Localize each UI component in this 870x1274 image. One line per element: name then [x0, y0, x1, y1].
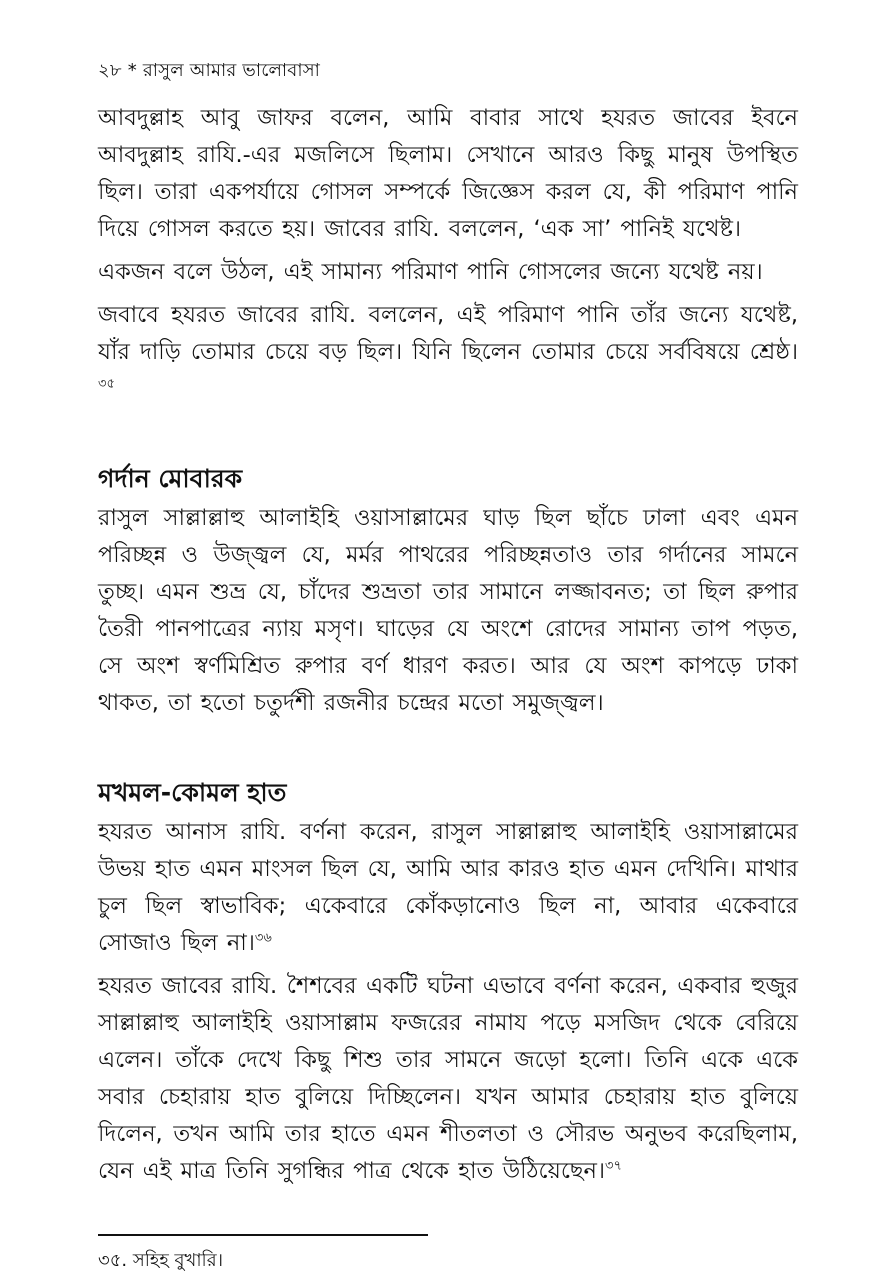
paragraph [98, 100, 798, 248]
paragraph-text: একজন বলে উঠল, এই সামান্য পরিমাণ পানি গোসলের জন্যে যথেষ্ট নয়। [98, 259, 763, 285]
section-heading: মখমল-কোমল হাত [98, 778, 287, 807]
book-page [98, 58, 798, 1274]
footnote-divider [98, 1234, 428, 1236]
paragraph [98, 297, 798, 408]
paragraph-text: রাসুল সাল্লাল্লাহু আলাইহি ওয়াসাল্লামের ঘাড় ছিল ছাঁচে ঢালা এবং এমন পরিচ্ছন্ন ও উজ্জ্বল যে, মর্মর পাথরের পরিচ্ছন্নতাও তার গর্দানের সামনে তুচ্ছ। এমন শুভ্র যে, চাঁদের শুভ্রতা তার সামানে লজ্জাবনত; তা ছিল রুপার তৈরী পানপাত্রের ন্যায় মসৃণ। ঘাড়ের যে অংশে রোদের সামান্য তাপ পড়ত, সে অংশ স্বর্ণমিশ্রিত রুপার বর্ণ ধারণ করত। আর যে অংশ কাপড়ে ঢাকা থাকত, তা হতো চতুর্দশী রজনীর চন্দ্রের মতো সমুজ্জ্বল। [98, 505, 798, 716]
running-head: ২৮ * রাসুল আমার ভালোবাসা [98, 60, 321, 81]
paragraph-text: হযরত আনাস রাযি. বর্ণনা করেন, রাসুল সাল্লাল্লাহু আলাইহি ওয়াসাল্লামের উভয় হাত এমন মাংসল ছিল যে, আমি আর কারও হাত এমন দেখিনি। মাথার চুল ছিল স্বাভাবিক; একেবারে কোঁকড়ানোও ছিল না, আবার একেবারে সোজাও ছিল না। [98, 819, 798, 956]
paragraph [98, 968, 798, 1190]
paragraph-text: হযরত জাবের রাযি. শৈশবের একটি ঘটনা এভাবে বর্ণনা করেন, একবার হুজুর সাল্লাল্লাহু আলাইহি ওয়াসাল্লাম ফজরের নামায পড়ে মসজিদ থেকে বেরিয়ে এলেন। তাঁকে দেখে কিছু শিশু তার সামনে জড়ো হলো। তিনি একে একে সবার চেহারায় হাত বুলিয়ে দিচ্ছিলেন। যখন আমার চেহারায় হাত বুলিয়ে দিলেন, তখন আমি তার হাতে এমন শীতলতা ও সৌরভ অনুভব করেছিলাম, যেন এই মাত্র তিনি সুগন্ধির পাত্র থেকে হাত উঠিয়েছেন। [98, 973, 798, 1184]
section-heading: গর্দান মোবারক [98, 464, 243, 493]
paragraph [98, 814, 798, 962]
footnote-marker: ৩৬ [254, 930, 272, 946]
paragraph-text: জবাবে হযরত জাবের রাযি. বললেন, এই পরিমাণ পানি তাঁর জন্যে যথেষ্ট, যাঁর দাড়ি তোমার চেয়ে বড় ছিল। যিনি ছিলেন তোমার চেয়ে সর্ববিষয়ে শ্রেষ্ঠ। [98, 302, 798, 365]
footnote-marker: ৩৭ [605, 1158, 622, 1174]
footnote-marker: ৩৫ [98, 376, 115, 392]
paragraph-text: আবদুল্লাহ আবু জাফর বলেন, আমি বাবার সাথে হযরত জাবের ইবনে আবদুল্লাহ রাযি.-এর মজলিসে ছিলাম। সেখানে আরও কিছু মানুষ উপস্থিত ছিল। তারা একপর্যায়ে গোসল সম্পর্কে জিজ্ঞেস করল যে, কী পরিমাণ পানি দিয়ে গোসল করতে হয়। জাবের রাযি. বললেন, ‘এক সা’ পানিই যথেষ্ট। [98, 105, 798, 242]
paragraph [98, 254, 798, 291]
paragraph [98, 500, 798, 722]
footnote: ৩৫. সহিহ বুখারি। [98, 1250, 224, 1271]
